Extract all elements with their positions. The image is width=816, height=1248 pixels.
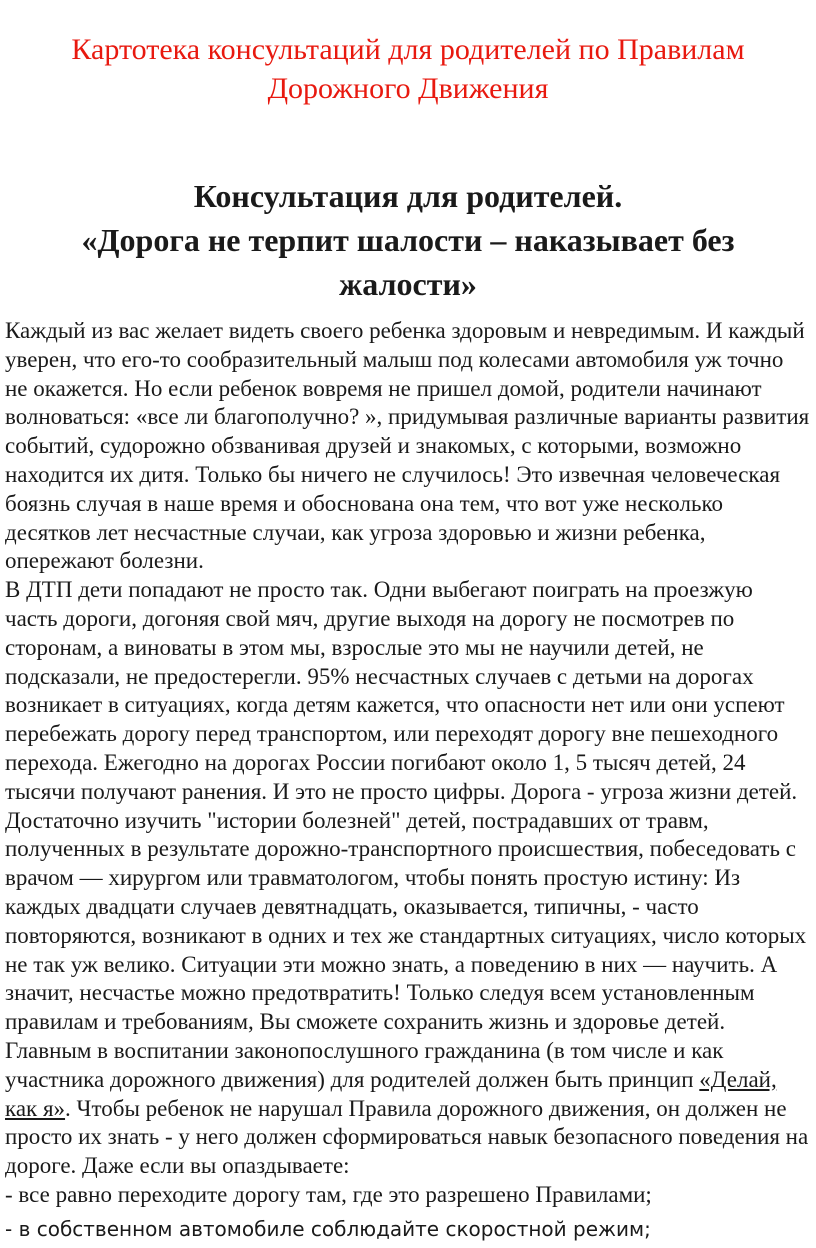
principle-link[interactable]: «Делай, как я»	[5, 1066, 777, 1121]
list-item: - в собственном автомобиле соблюдайте скоростной режим;	[5, 1217, 651, 1241]
document-title-line-2: Дорожного Движения	[267, 72, 549, 105]
consultation-heading-line-3: жалости»	[339, 266, 477, 302]
document-title-line-1: Картотека консультаций для родителей по Правилам	[71, 33, 745, 66]
consultation-heading	[0, 174, 816, 306]
paragraph-3-rest: . Чтобы ребенок не нарушал Правила дорожного движения, он должен не просто их знать - у него должен сформироваться навык безопасного поведения на дороге. Даже если вы опаздываете:	[5, 1095, 809, 1179]
paragraph-1: Каждый из вас желает видеть своего ребенка здоровым и невредимым. И каждый уверен, что его-то сообразительный малыш под колесами автомобиля уж точно не окажется. Но если ребенок вовремя не пришел домой, родители начинают волноваться: «все ли благополучно? », придумывая различные варианты развития событий, судорожно обзванивая друзей и знакомых, с которыми, возможно находится их дитя. Только бы ничего не случилось! Это извечная человеческая боязнь случая в наше время и обоснована она тем, что вот уже несколько десятков лет несчастные случаи, как угроза здоровью и жизни ребенка, опережают болезни.	[5, 318, 810, 574]
document-title	[0, 30, 816, 108]
list-item: - все равно переходите дорогу там, где это разрешено Правилами;	[5, 1181, 652, 1207]
paragraph-2: В ДТП дети попадают не просто так. Одни выбегают поиграть на проезжую часть дороги, догоняя свой мяч, другие выходя на дорогу не посмотрев по сторонам, а виноваты в этом мы, взрослые это мы не научили детей, не подсказали, не предостерегли. 95% несчастных случаев с детьми на дорогах возникает в ситуациях, когда детям кажется, что опасности нет или они успеют перебежать дорогу перед транспортом, или переходят дорогу вне пешеходного перехода. Ежегодно на дорогах России погибают около 1, 5 тысяч детей, 24 тысячи получают ранения. И это не просто цифры. Дорога - угроза жизни детей. Достаточно изучить "истории болезней" детей, пострадавших от травм, полученных в результате дорожно-транспортного происшествия, побеседовать с врачом — хирургом или травматологом, чтобы понять простую истину: Из каждых двадцати случаев девятнадцать, оказывается, типичны, - часто повторяются, возникают в одних и тех же стандартных ситуациях, число которых не так уж велико. Ситуации эти можно знать, а поведению в них — научить. А значит, несчастье можно предотвратить! Только следуя всем установленным правилам и требованиям, Вы сможете сохранить жизнь и здоровье детей.	[5, 577, 807, 1035]
paragraph-3	[5, 1037, 811, 1181]
consultation-heading-line-1: Консультация для родителей.	[193, 178, 623, 214]
body-text	[5, 317, 811, 1210]
consultation-heading-line-2: «Дорога не терпит шалости – наказывает без	[81, 222, 735, 258]
paragraph-3-intro: Главным в воспитании законопослушного гражданина (в том числе и как участника дорожного движения) для родителей должен быть принцип	[5, 1037, 724, 1092]
